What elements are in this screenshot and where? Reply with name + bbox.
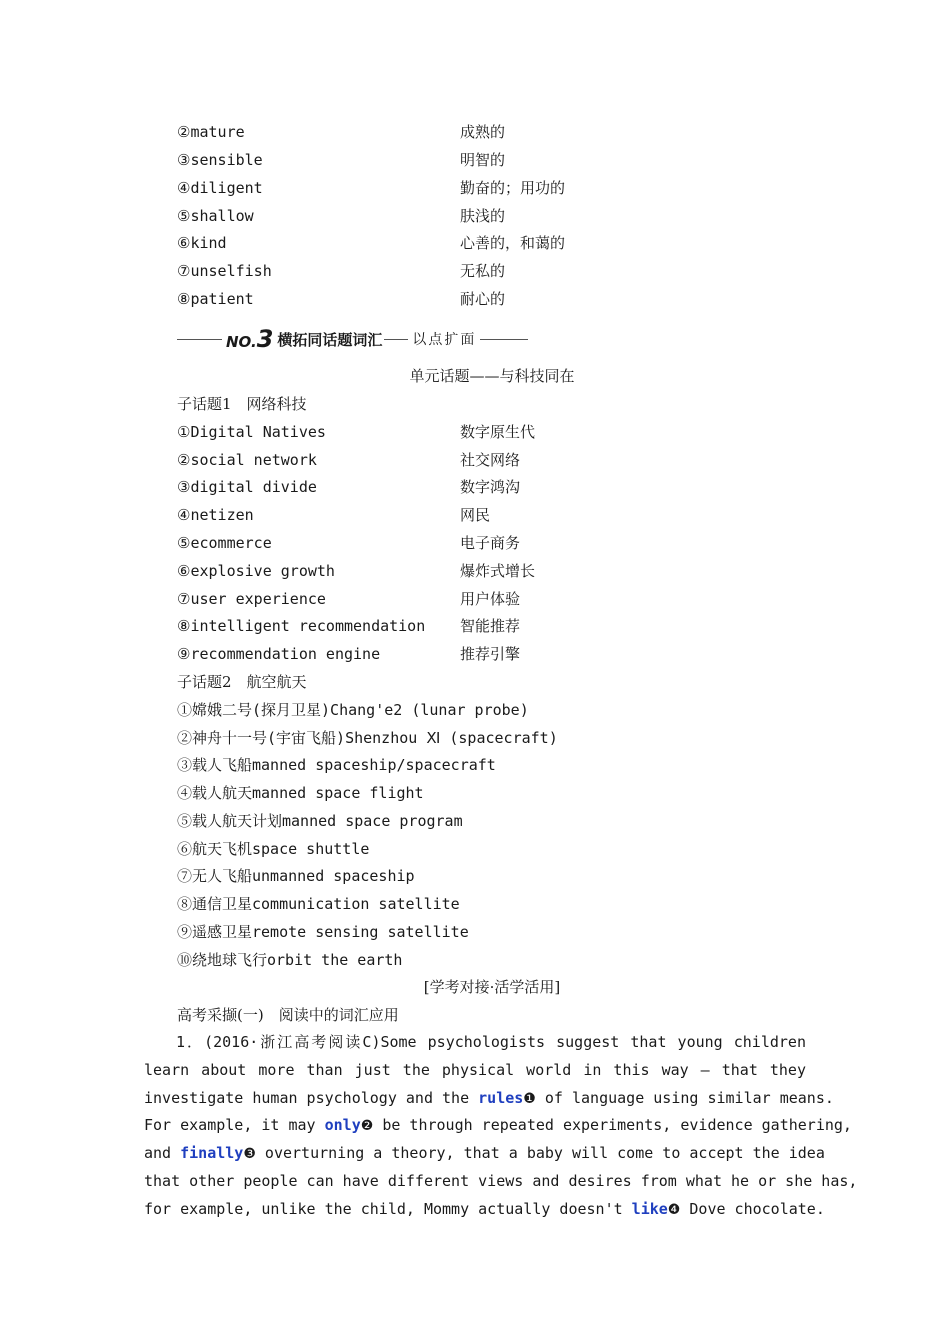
passage-line bbox=[144, 1140, 825, 1168]
word-en: ⑨recommendation engine bbox=[177, 645, 381, 663]
word-en: ⑥explosive growth bbox=[177, 562, 335, 580]
word-en: ⑦unselfish bbox=[177, 262, 272, 280]
passage-text: and bbox=[144, 1144, 181, 1163]
word-zh: 推荐引擎 bbox=[460, 645, 521, 663]
section-banner bbox=[177, 325, 553, 353]
passage-text: of language using similar means. bbox=[535, 1088, 834, 1107]
unit-topic-heading: 单元话题——与科技同在 bbox=[409, 367, 575, 385]
word-zh: 勤奋的；用功的 bbox=[460, 179, 566, 197]
keyword-rules: rules bbox=[478, 1088, 524, 1107]
word-en: ④diligent bbox=[177, 179, 263, 197]
section-number-digit: 3 bbox=[256, 325, 274, 353]
list-item: ⑥航天飞机space shuttle bbox=[177, 840, 370, 858]
word-en: ③digital divide bbox=[177, 478, 317, 496]
word-en: ②social network bbox=[177, 451, 317, 469]
section-subtitle: 以点扩面 bbox=[412, 332, 477, 348]
word-zh: 成熟的 bbox=[460, 123, 506, 141]
word-zh: 爆炸式增长 bbox=[460, 562, 536, 580]
word-zh: 电子商务 bbox=[460, 534, 521, 552]
word-zh: 数字鸿沟 bbox=[460, 478, 521, 496]
list-item: ④载人航天manned space flight bbox=[177, 784, 424, 802]
keyword-finally: finally bbox=[180, 1144, 244, 1163]
keyword-like: like bbox=[631, 1199, 668, 1218]
keyword-only: only bbox=[324, 1116, 361, 1135]
passage-text: For example, it may bbox=[144, 1116, 325, 1135]
word-zh: 智能推荐 bbox=[460, 617, 521, 635]
passage-text: Dove chocolate. bbox=[680, 1199, 825, 1218]
divider bbox=[480, 339, 528, 340]
list-item: ⑧通信卫星communication satellite bbox=[177, 895, 460, 913]
reading-passage bbox=[144, 1029, 858, 1224]
word-zh: 耐心的 bbox=[460, 290, 506, 308]
list-item: ②神舟十一号(宇宙飞船)Shenzhou Ⅺ (spacecraft) bbox=[177, 729, 558, 747]
word-zh: 用户体验 bbox=[460, 590, 521, 608]
section-number bbox=[226, 325, 273, 353]
word-zh: 心善的，和蔼的 bbox=[460, 234, 566, 252]
divider bbox=[384, 339, 408, 340]
list-item: ⑩绕地球飞行orbit the earth bbox=[177, 951, 403, 969]
word-zh: 数字原生代 bbox=[460, 423, 536, 441]
passage-text: investigate human psychology and the bbox=[144, 1088, 479, 1107]
word-zh: 网民 bbox=[460, 506, 491, 524]
word-zh: 肤浅的 bbox=[460, 207, 506, 225]
passage-line bbox=[144, 1085, 834, 1113]
section-title: 横拓同话题词汇 bbox=[277, 330, 383, 349]
list-item: ⑨遥感卫星remote sensing satellite bbox=[177, 923, 469, 941]
note-marker: ❸ bbox=[243, 1146, 256, 1163]
section-number-prefix: NO. bbox=[226, 333, 257, 351]
word-zh: 社交网络 bbox=[460, 451, 521, 469]
passage-line: that other people can have different views and desires from what he or she has, bbox=[144, 1171, 858, 1190]
word-en: ⑤shallow bbox=[177, 207, 254, 225]
word-zh: 明智的 bbox=[460, 151, 506, 169]
passage-line bbox=[144, 1196, 825, 1224]
passage-text: be through repeated experiments, evidence gathering, bbox=[373, 1116, 852, 1135]
passage-line: learn about more than just the physical world in this way — that they bbox=[144, 1060, 806, 1079]
subtopic-heading: 子话题1 网络科技 bbox=[177, 395, 307, 413]
word-en: ④netizen bbox=[177, 506, 254, 524]
word-en: ⑥kind bbox=[177, 234, 227, 252]
gaokao-heading: 高考采撷(一) 阅读中的词汇应用 bbox=[177, 1006, 399, 1024]
word-en: ③sensible bbox=[177, 151, 263, 169]
list-item: ①嫦娥二号(探月卫星)Chang'e2 (lunar probe) bbox=[177, 701, 529, 719]
word-en: ①Digital Natives bbox=[177, 423, 326, 441]
section-tag: [学考对接·活学活用] bbox=[423, 978, 561, 996]
passage-text: for example, unlike the child, Mommy actually doesn't bbox=[144, 1199, 632, 1218]
divider bbox=[177, 339, 222, 340]
word-en: ⑧patient bbox=[177, 290, 254, 308]
list-item: ⑤载人航天计划manned space program bbox=[177, 812, 463, 830]
note-marker: ❷ bbox=[360, 1118, 374, 1135]
list-item: ⑦无人飞船unmanned spaceship bbox=[177, 867, 415, 885]
word-en: ②mature bbox=[177, 123, 245, 141]
passage-line: 1．(2016·浙江高考阅读C)Some psychologists suggest that young children bbox=[176, 1033, 806, 1051]
passage-line bbox=[144, 1112, 852, 1140]
passage-text: overturning a theory, that a baby will come to accept the idea bbox=[255, 1144, 825, 1163]
note-marker: ❹ bbox=[667, 1201, 681, 1218]
word-zh: 无私的 bbox=[460, 262, 506, 280]
list-item: ③载人飞船manned spaceship/spacecraft bbox=[177, 756, 496, 774]
subtopic-heading: 子话题2 航空航天 bbox=[177, 673, 307, 691]
word-en: ⑧intelligent recommendation bbox=[177, 617, 426, 635]
word-en: ⑦user experience bbox=[177, 590, 326, 608]
word-en: ⑤ecommerce bbox=[177, 534, 272, 552]
note-marker: ❶ bbox=[523, 1090, 536, 1107]
